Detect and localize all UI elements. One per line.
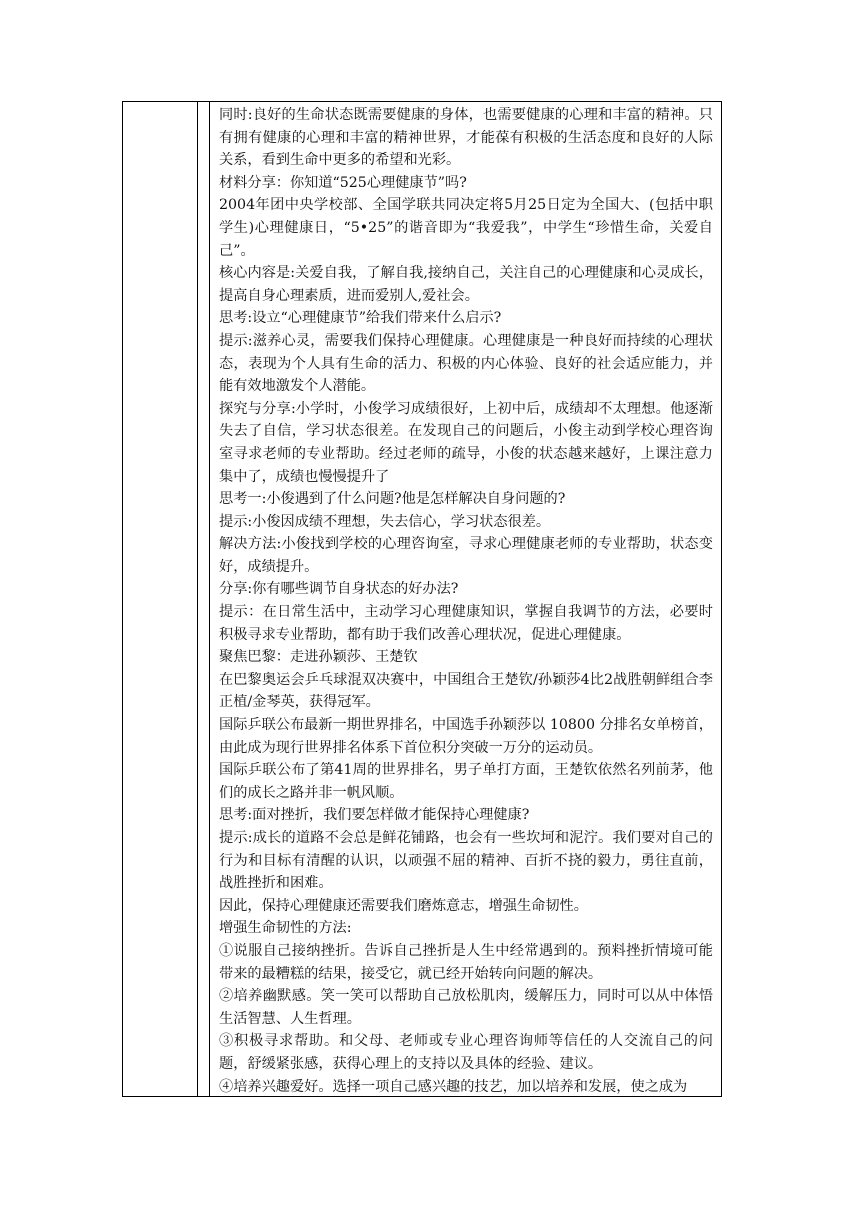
paragraph: 思考:设立“心理健康节”给我们带来什么启示? (219, 310, 502, 327)
paragraph: ④培养兴趣爱好。选择一项自己感兴趣的技艺，加以培养和发展，使之成为 (219, 1078, 688, 1095)
paragraph: 聚焦巴黎：走进孙颖莎、王楚钦 (219, 649, 418, 666)
paragraph: 提示:滋养心灵，需要我们保持心理健康。心理健康是一种良好而持续的心理状态，表现为个人具有生命的活力、积极的内心体验、良好的社会适应能力，并能有效地激发个人潜能。 (219, 332, 713, 395)
paragraph: 国际乒联公布最新一期世界排名，中国选手孙颖莎以 10800 分排名女单榜首，由此成为现行世界排名体系下首位积分突破一万分的运动员。 (219, 717, 713, 756)
paragraph: 提示：在日常生活中，主动学习心理健康知识，掌握自我调节的方法，必要时积极寻求专业帮助，都有助于我们改善心理状况，促进心理健康。 (219, 604, 713, 643)
paragraph: 国际乒联公布了第41周的世界排名，男子单打方面，王楚钦依然名列前茅，他们的成长之路并非一帆风顺。 (219, 762, 713, 801)
paragraph: 探究与分享:小学时，小俊学习成绩很好，上初中后，成绩却不太理想。他逐渐失去了自信，学习状态很差。在发现自己的问题后，小俊主动到学校心理咨询室寻求老师的专业帮助。经过老师的疏导，小俊的状态越来越好，上课注意力集中了，成绩也慢慢提升了 (219, 400, 713, 485)
column-divider (197, 102, 198, 1096)
paragraph: ③积极寻求帮助。和父母、老师或专业心理咨询师等信任的人交流自己的问题，舒缓紧张感，获得心理上的支持以及具体的经验、建议。 (219, 1033, 713, 1072)
paragraph: ①说服自己接纳挫折。告诉自己挫折是人生中经常遇到的。预料挫折情境可能带来的最糟糕的结果，接受它，就已经开始转向问题的解决。 (219, 942, 713, 982)
paragraph: 因此，保持心理健康还需要我们磨炼意志，增强生命韧性。 (219, 897, 588, 914)
column-divider (209, 102, 210, 1096)
text-cell (219, 104, 713, 1096)
paragraph: 增强生命韧性的方法: (219, 920, 352, 937)
paragraph: 提示:小俊因成绩不理想，失去信心，学习状态很差。 (219, 513, 551, 530)
paragraph: 分享:你有哪些调节自身状态的好办法? (219, 581, 459, 598)
paragraph: 解决方法:小俊找到学校的心理咨询室，寻求心理健康老师的专业帮助，状态变好，成绩提升。 (219, 536, 713, 575)
paragraph: 提示:成长的道路不会总是鲜花铺路，也会有一些坎坷和泥泞。我们要对自己的行为和目标有清醒的认识，以顽强不屈的精神、百折不挠的毅力，勇往直前，战胜挫折和困难。 (219, 830, 713, 892)
paragraph: 在巴黎奥运会乒乓球混双决赛中，中国组合王楚钦/孙颖莎4比2战胜朝鲜组合李正植/金琴英，获得冠军。 (219, 671, 713, 711)
paragraph: 同时:良好的生命状态既需要健康的身体，也需要健康的心理和丰富的精神。只有拥有健康的心理和丰富的精神世界，才能葆有积极的生活态度和良好的人际关系，看到生命中更多的希望和光彩。 (219, 107, 713, 169)
paragraph: 2004年团中央学校部、全国学联共同决定将5月25日定为全国大、(包括中职学生)心理健康日，“5•25”的谐音即为“我爱我”，中学生“珍惜生命，关爱自己”。 (219, 197, 713, 259)
paragraph: 思考:面对挫折，我们要怎样做才能保持心理健康? (219, 807, 530, 824)
paragraph: 材料分享：你知道“525心理健康节”吗? (219, 174, 467, 191)
paragraph: 核心内容是:关爱自我，了解自我,接纳自己，关注自己的心理健康和心灵成长，提高自身心理素质，进而爱别人,爱社会。 (219, 265, 713, 304)
paragraph: ②培养幽默感。笑一笑可以帮助自己放松肌肉，缓解压力，同时可以从中体悟生活智慧、人生哲理。 (219, 988, 713, 1027)
paragraph: 思考一:小俊遇到了什么问题?他是怎样解决自身问题的? (219, 491, 566, 508)
content-table (122, 101, 722, 1097)
